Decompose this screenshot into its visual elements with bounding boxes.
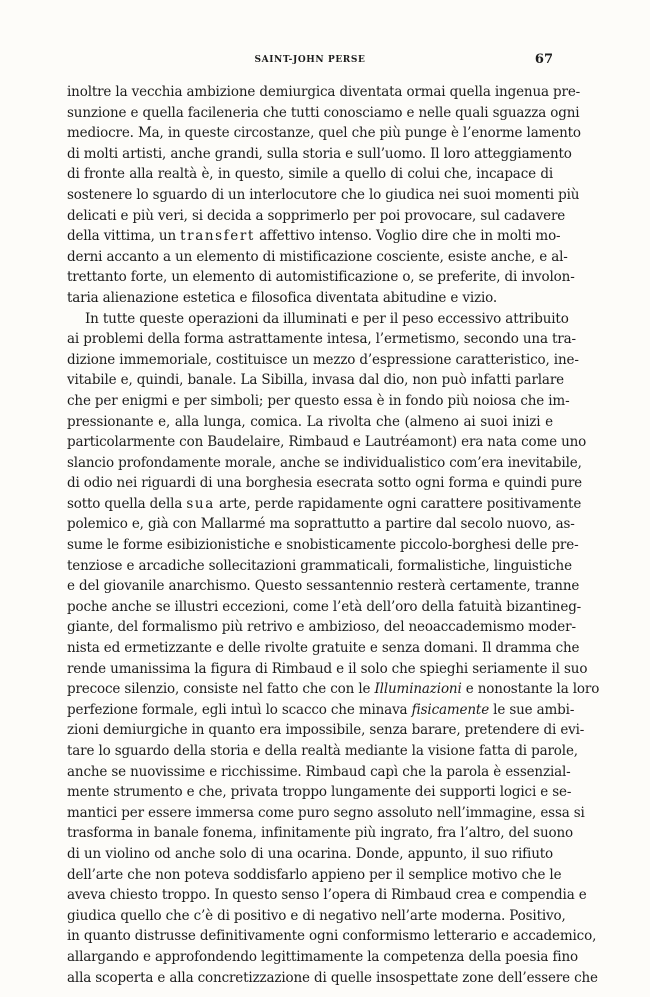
running-head: SAINT-JOHN PERSE xyxy=(254,55,366,65)
text-line: aveva chiesto troppo. In questo senso l’opera di Rimbaud crea e compendia e xyxy=(67,887,587,904)
text-line: che per enigmi e per simboli; per questo essa è in fondo più noiosa che im- xyxy=(67,392,570,409)
text-line: rende umanissima la figura di Rimbaud e il solo che spieghi seriamente il suo xyxy=(67,660,588,677)
text-line: e del giovanile anarchismo. Questo sessantennio resterà certamente, tranne xyxy=(67,578,580,595)
text-line: nista ed ermetizzante e delle rivolte gratuite e senza domani. Il dramma che xyxy=(67,640,580,657)
text-line: delicati e più veri, si decida a sopprimerlo per poi provocare, sul cadavere xyxy=(67,207,566,224)
text-line: sume le forme esibizionistiche e snobisticamente piccolo-borghesi delle pre- xyxy=(67,537,579,554)
text-line: trettanto forte, un elemento di automistificazione o, se preferite, di involon- xyxy=(67,269,575,286)
text-line: in quanto distrusse definitivamente ogni conformismo letterario e accademico, xyxy=(67,928,597,945)
text-line: pressionante e, alla lunga, comica. La rivolta che (almeno ai suoi inizi e xyxy=(67,413,553,430)
text-line: poche anche se illustri eccezioni, come l’età dell’oro della fatuità bizantineg- xyxy=(67,598,582,615)
text-line: dell’arte che non poteva soddisfarlo appieno per il semplice motivo che le xyxy=(67,866,562,883)
text-line: trasforma in banale fonema, infinitamente più ingrato, fra l’altro, del suono xyxy=(67,825,574,842)
text-line: ai problemi della forma astrattamente intesa, l’ermetismo, secondo una tra- xyxy=(67,331,576,348)
text-line: polemico e, già con Mallarmé ma soprattutto a partire dal secolo nuovo, as- xyxy=(67,516,575,533)
italic-term: fisicamente xyxy=(411,701,490,718)
text-line: tenziose e arcadiche sollecitazioni grammaticali, formalistiche, linguistiche xyxy=(67,557,572,574)
text-line: In tutte queste operazioni da illuminati e per il peso eccessivo attribuito xyxy=(85,310,569,327)
text-line: tare lo sguardo della storia e della realtà mediante la visione fatta di parole, xyxy=(67,743,578,759)
text-line: taria alienazione estetica e filosofica diventata abitudine e vizio. xyxy=(67,289,498,306)
text-line: sunzione e quella facileneria che tutti conosciamo e nelle quali sguazza ogni xyxy=(67,104,580,121)
text-line: della vittima, un transfert affettivo intenso. Voglio dire che in molti mo- xyxy=(67,228,561,245)
text-line: giudica quello che c’è di positivo e di negativo nell’arte moderna. Positivo, xyxy=(67,907,566,924)
page-number: 67 xyxy=(534,52,553,67)
text-line: di fronte alla realtà è, in questo, simile a quello di colui che, incapace di xyxy=(67,166,553,183)
text-line: di molti artisti, anche grandi, sulla storia e sull’uomo. Il loro atteggiamento xyxy=(67,145,572,162)
text-line: mente strumento e che, privata troppo lungamente dei supporti logici e se- xyxy=(67,784,572,801)
text-line: di odio nei riguardi di una borghesia esecrata sotto ogni forma e quindi pure xyxy=(67,475,582,492)
text-line: mantici per essere immersa come puro segno assoluto nell’immagine, essa si xyxy=(67,804,585,821)
text-line: inoltre la vecchia ambizione demiurgica diventata ormai quella ingenua pre- xyxy=(67,84,581,100)
text-line: mediocre. Ma, in queste circostanze, quel che più punge è l’enorme lamento xyxy=(67,125,581,142)
text-line: di un violino od anche solo di una ocarina. Donde, appunto, il suo rifiuto xyxy=(67,845,553,862)
text-line: allargando e approfondendo legittimamente la competenza della poesia fino xyxy=(67,948,578,965)
text-line: giante, del formalismo più retrivo e ambizioso, del neoaccademismo moder- xyxy=(67,619,576,636)
spaced-term: sua xyxy=(186,495,215,512)
text-line: particolarmente con Baudelaire, Rimbaud e Lautréamont) era nata come uno xyxy=(67,434,587,451)
text-line: dizione immemoriale, costituisce un mezzo d’espressione caratteristico, ine- xyxy=(67,351,579,368)
text-line: sotto quella della sua arte, perde rapidamente ogni carattere positivamente xyxy=(67,495,582,512)
paragraph xyxy=(67,82,581,309)
body-text xyxy=(67,82,600,988)
text-line: zioni demiurgiche in quanto era impossibile, senza barare, pretendere di evi- xyxy=(67,722,585,739)
text-line: alla scoperta e alla concretizzazione di quelle insospettate zone dell’essere che xyxy=(67,969,598,986)
text-line: perfezione formale, egli intuì lo scacco che minava fisicamente le sue ambi- xyxy=(67,701,575,718)
page-header xyxy=(67,52,553,72)
text-line: derni accanto a un elemento di mistificazione cosciente, esiste anche, e al- xyxy=(67,248,568,265)
text-line: precoce silenzio, consiste nel fatto che con le Illuminazioni e nonostante la loro xyxy=(67,681,600,698)
text-line: anche se nuovissime e ricchissime. Rimbaud capì che la parola è essenzial- xyxy=(67,763,571,780)
text-line: slancio profondamente morale, anche se individualistico com’era inevitabile, xyxy=(67,454,582,471)
text-line: vitabile e, quindi, banale. La Sibilla, invasa dal dio, non può infatti parlare xyxy=(67,372,564,389)
italic-term: Illuminazioni xyxy=(374,681,462,698)
spaced-term: transfert xyxy=(180,228,255,245)
text-line: sostenere lo sguardo di un interlocutore che lo giudica nei suoi momenti più xyxy=(67,186,580,203)
paragraph xyxy=(67,309,600,989)
